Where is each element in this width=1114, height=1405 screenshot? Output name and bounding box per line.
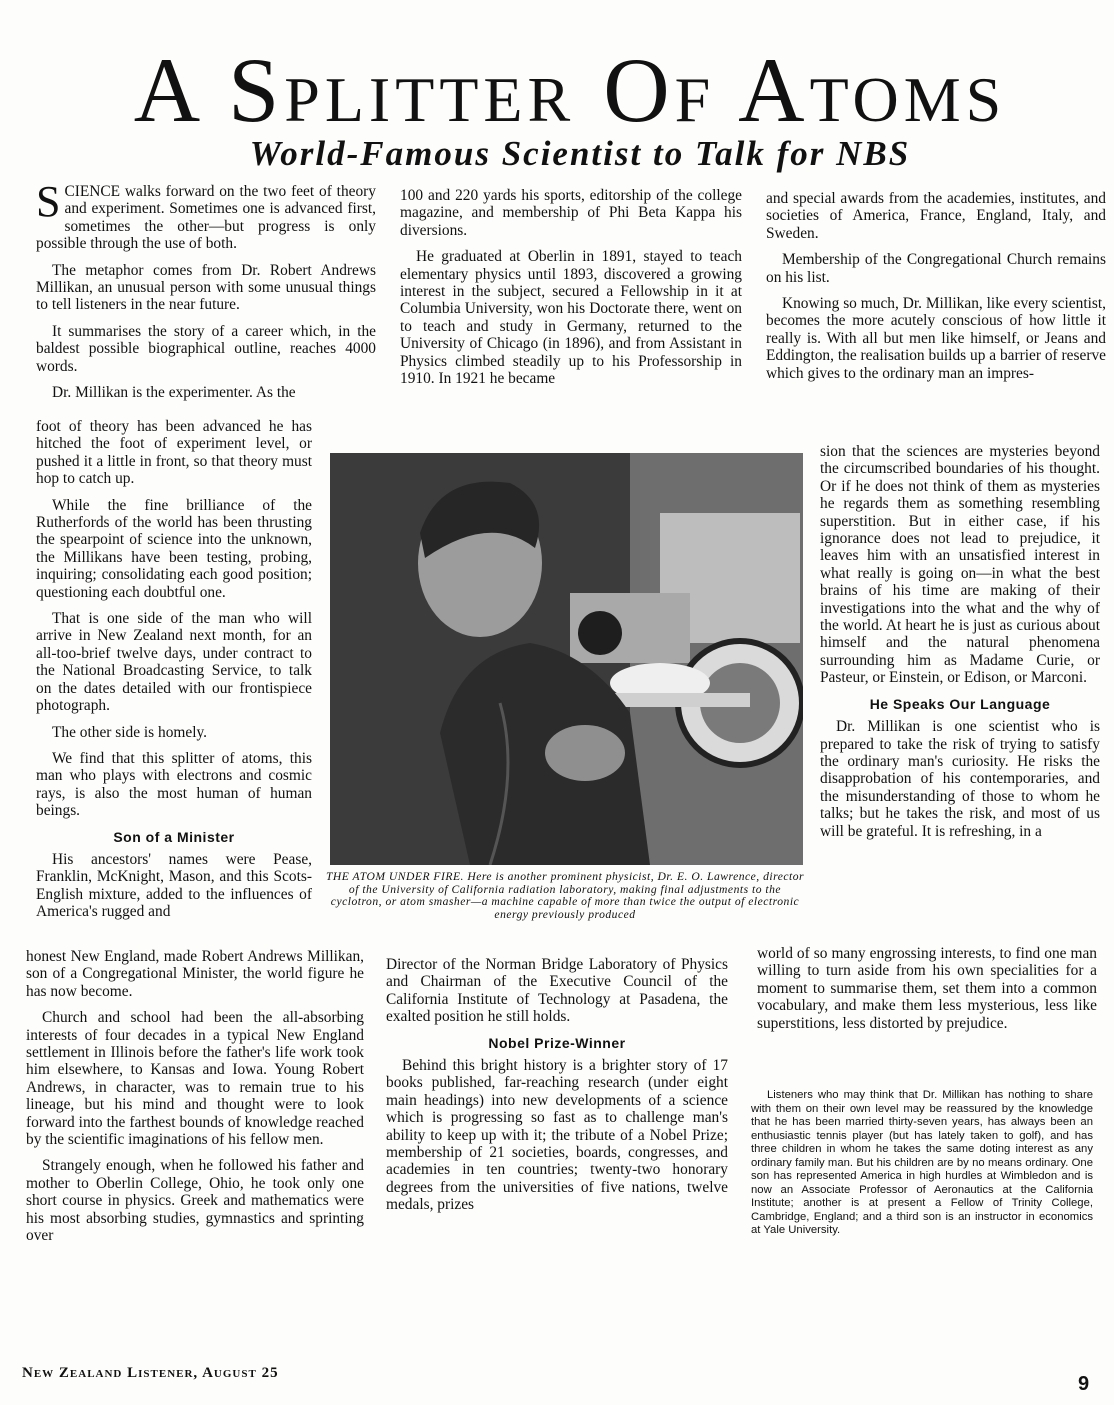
paragraph: sion that the sciences are mysteries beyond the circumscribed boundaries of his thought. Or if he does not think of them as mysteries he regards them as something resembling superstition. But in either case, if his ignorance does not lead to prejudice, it leaves him with an unsatisfied interest in what really is going on—in what the best brains of his time are making of their investigations into the what and the why of the world. At heart he is just as curious about himself and the natural phenomena surrounding him as Madame Curie, or Pasteur, or Einstein, or Edison, or Marconi. <box>820 443 1100 687</box>
section-heading: He Speaks Our Language <box>869 695 1051 712</box>
article-subtitle: World-Famous Scientist to Talk for NBS <box>249 134 911 173</box>
paragraph: While the fine brilliance of the Rutherfords of the world has been thrusting the spearpoint of science into the unknown, the Millikans have been testing, probing, inquiring; consolidating each good position; questioning each doubtful one. <box>36 496 312 601</box>
column-1-beside-photo <box>36 418 312 921</box>
note-paragraph: Listeners who may think that Dr. Millikan has nothing to share with them on their own level may be reassured by the knowledge that he has been married thirty-seven years, has always been an enthusiastic tennis player (but has lately taken to golf), and has three children in whom he takes the same doting interest as any ordinary family man. But his children are by no means ordinary. One son has represented America in high hurdles at Wimbledon and is now an Associate Professor of Aeronautics at the California Institute; another is at present a Fellow of Trinity College, Cambridge, England; and a third son is an instructor in economics at Yale University. <box>751 1089 1093 1236</box>
paragraph: Membership of the Congregational Church remains on his list. <box>766 251 1106 286</box>
paragraph: The metaphor comes from Dr. Robert Andrews Millikan, an unusual person with some unusual things to tell listeners in the near future. <box>36 261 376 314</box>
column-3-top <box>766 190 1106 382</box>
paragraph: and special awards from the academies, institutes, and societies of America, France, England, Italy, and Sweden. <box>766 190 1106 242</box>
paragraph: It summarises the story of a career which, in the baldest possible biographical outline, reaches 4000 words. <box>36 322 376 375</box>
photo-caption: THE ATOM UNDER FIRE. Here is another prominent physicist, Dr. E. O. Lawrence, director of the University of California radiation laboratory, making final adjustments to the cyclotron, or atom smasher—a machine capable of more than twice the output of electronic energy previously produced <box>325 870 805 921</box>
paragraph: 100 and 220 yards his sports, editorship of the college magazine, and membership of Phi Beta Kappa his diversions. <box>400 187 742 239</box>
paragraph: Dr. Millikan is the experimenter. As the <box>52 384 296 402</box>
sidebar-note <box>751 1089 1093 1238</box>
column-2-top <box>400 187 742 396</box>
paragraph: honest New England, made Robert Andrews Millikan, son of a Congregational Minister, the world figure he has now become. <box>26 948 364 1000</box>
paragraph: He graduated at Oberlin in 1891, stayed to teach elementary physics until 1893, discovered a growing interest in the subject, secured a Fellowship in it at Columbia University, won his Doctorate there, went on to teach and study in Germany, returned to the University of Chicago (in 1896), and from Assistant in Physics climbed steadily up to his Professorship in 1910. In 1921 he became <box>400 248 742 388</box>
column-3-beside-photo <box>820 443 1100 840</box>
paragraph: world of so many engrossing interests, to find one man willing to turn aside from his own specialities for a moment to summarise them, set them into a common vocabulary, and make them less mysterious, less like superstitions, less distorted by prejudice. <box>757 945 1097 1032</box>
paragraph: The other side is homely. <box>52 723 208 741</box>
column-3-bottom <box>757 945 1097 1041</box>
section-heading: Nobel Prize-Winner <box>488 1034 626 1051</box>
section-heading: Son of a Minister <box>113 828 235 845</box>
paragraph: Behind this bright history is a brighter story of 17 books published, far-reaching research (under eight main headings) into new developments of a science which is progressing so fast as to challenge man's ability to keep up with it; the tribute of a Nobel Prize; membership of 21 societies, boards, congresses, and academies in ten countries; twenty-two honorary degrees from the universities of five nations, twelve medals, prizes <box>386 1057 728 1214</box>
column-2-bottom <box>386 956 728 1223</box>
paragraph: Director of the Norman Bridge Laboratory of Physics and Chairman of the Executive Council of the California Institute of Technology at Pasadena, the exalted position he still holds. <box>386 956 728 1026</box>
column-1-bottom <box>26 948 364 1254</box>
page-number: 9 <box>1078 1373 1090 1395</box>
publication-footer: New Zealand Listener, August 25 <box>22 1365 279 1381</box>
paragraph: We find that this splitter of atoms, this man who plays with electrons and cosmic rays, is also the most human of human beings. <box>36 749 312 820</box>
paragraph-text: CIENCE walks forward on the two feet of theory and experiment. Sometimes one is advanced first, sometimes the other—but progress is only possible through the use of both. <box>36 183 376 253</box>
cyclotron-photograph <box>330 453 803 865</box>
paragraph: Dr. Millikan is one scientist who is prepared to take the risk of trying to satisfy the ordinary man's curiosity. He risks the disapprobation of his contemporaries, and the misunderstanding of those to whom he talks; but he takes the risk, and most of us will be grateful. It is refreshing, in a <box>820 718 1100 840</box>
paragraph: Church and school had been the all-absorbing interests of four decades in a typical New England settlement in Illinois before the father's life work took him elsewhere, to Kansas and Iowa. Young Robert Andrews, in character, was to remain true to his lineage, but his mind and thought were to look forward into the farthest bounds of knowledge reached by the scientific imaginations of his fellow men. <box>26 1009 364 1149</box>
paragraph: That is one side of the man who will arrive in New Zealand next month, for an all-too-brief twelve days, under contract to the National Broadcasting Service, to talk on the dates detailed with our frontispiece photograph. <box>36 610 312 715</box>
photograph-illustration <box>330 453 803 865</box>
paragraph: His ancestors' names were Pease, Franklin, McKnight, Mason, and this Scots-English mixture, added to the influences of America's rugged and <box>36 850 312 921</box>
article-title: A Splitter Of Atoms <box>133 39 1007 141</box>
paragraph: Strangely enough, when he followed his father and mother to Oberlin College, Ohio, he took only one short course in physics. Greek and mathematics were his most absorbing studies, gymnastics and sprinting over <box>26 1157 364 1245</box>
paragraph <box>36 177 376 253</box>
paragraph: foot of theory has been advanced he has hitched the foot of experiment level, or pushed it a little in front, so that theory must hop to catch up. <box>36 418 312 488</box>
drop-cap: S <box>36 177 61 226</box>
column-1-top <box>36 177 376 402</box>
paragraph: Knowing so much, Dr. Millikan, like every scientist, becomes the more acutely conscious of how little it really is. With all but men like himself, or Jeans and Eddington, the realisation builds up a barrier of reserve which gives to the ordinary man an impres- <box>766 295 1106 382</box>
